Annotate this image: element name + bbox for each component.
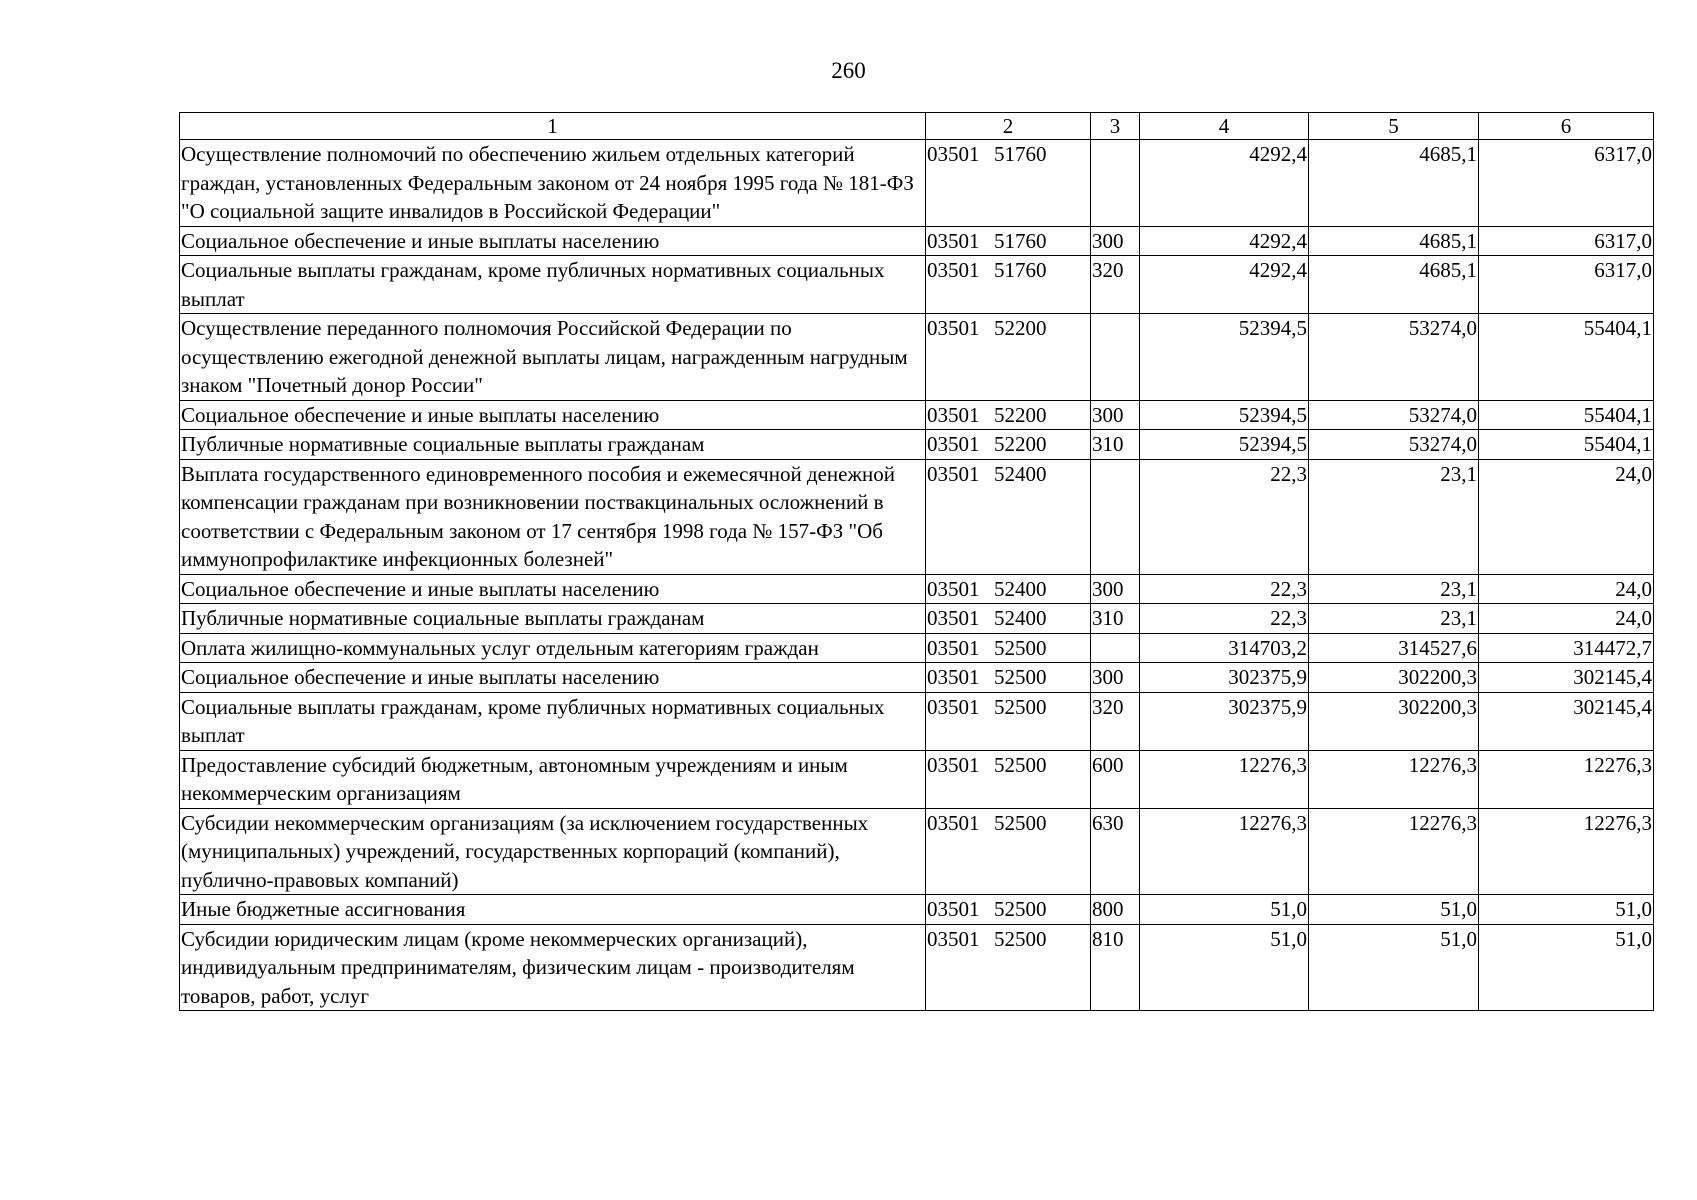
table-row [180,604,1654,634]
row-code [926,314,1091,401]
amount-col5: 23,1 [1309,604,1479,634]
program-code: 03501 [927,316,980,340]
direction-code: 52500 [994,665,1047,689]
expense-type-code: 800 [1091,895,1140,925]
amount-col6: 24,0 [1479,459,1654,574]
row-code [926,400,1091,430]
row-name: Социальное обеспечение и иные выплаты населению [180,663,926,693]
table-row [180,430,1654,460]
program-code: 03501 [927,810,980,835]
expense-type-code [1091,140,1140,227]
row-code [926,663,1091,693]
row-code [926,140,1091,227]
row-name: Выплата государственного единовременного пособия и ежемесячной денежной компенсации гражданам при возникновении поствакцинальных осложнений в соответствии с Федеральным законом от 17 сентября 1998 года № 157-ФЗ "Об иммунопрофилактике инфекционных болезней" [180,459,926,574]
row-code [926,895,1091,925]
amount-col5: 314527,6 [1309,633,1479,663]
expense-type-code: 310 [1091,604,1140,634]
direction-code: 52400 [994,606,1047,630]
amount-col6: 6317,0 [1479,256,1654,314]
row-code [926,750,1091,808]
expense-type-code: 310 [1091,430,1140,460]
expense-type-code [1091,633,1140,663]
direction-code: 51760 [994,228,1047,253]
amount-col6: 302145,4 [1479,663,1654,693]
table-row [180,692,1654,750]
program-code: 03501 [927,897,980,921]
amount-col5: 12276,3 [1309,808,1479,895]
direction-code: 52500 [994,810,1047,835]
row-name: Осуществление полномочий по обеспечению жильем отдельных категорий граждан, установленных Федеральным законом от 24 ноября 1995 года № 181-ФЗ "О социальной защите инвалидов в Российской Федерации" [180,140,926,227]
page-number: 260 [831,58,866,83]
amount-col6: 6317,0 [1479,140,1654,227]
direction-code: 52500 [994,926,1047,951]
table-row [180,226,1654,256]
amount-col5: 53274,0 [1309,430,1479,460]
expense-type-code [1091,314,1140,401]
amount-col4: 4292,4 [1140,256,1309,314]
amount-col4: 314703,2 [1140,633,1309,663]
amount-col5: 51,0 [1309,924,1479,1011]
amount-col4: 302375,9 [1140,663,1309,693]
amount-col6: 314472,7 [1479,633,1654,663]
table-row [180,750,1654,808]
amount-col5: 51,0 [1309,895,1479,925]
program-code: 03501 [927,606,980,630]
amount-col4: 51,0 [1140,895,1309,925]
amount-col4: 52394,5 [1140,400,1309,430]
amount-col5: 23,1 [1309,574,1479,604]
amount-col6: 55404,1 [1479,430,1654,460]
amount-col5: 4685,1 [1309,226,1479,256]
expense-type-code: 630 [1091,808,1140,895]
program-code: 03501 [927,461,980,486]
row-name: Социальное обеспечение и иные выплаты населению [180,574,926,604]
row-name: Социальные выплаты гражданам, кроме публичных нормативных социальных выплат [180,692,926,750]
column-header: 1 [180,113,926,140]
direction-code: 52500 [994,897,1047,921]
row-code [926,692,1091,750]
amount-col5: 23,1 [1309,459,1479,574]
amount-col4: 12276,3 [1140,808,1309,895]
expense-type-code [1091,459,1140,574]
row-code [926,808,1091,895]
row-name: Субсидии юридическим лицам (кроме некоммерческих организаций), индивидуальным предпринимателям, физическим лицам - производителям товаров, работ, услуг [180,924,926,1011]
amount-col6: 12276,3 [1479,808,1654,895]
direction-code: 52500 [994,635,1047,660]
amount-col4: 12276,3 [1140,750,1309,808]
program-code: 03501 [927,752,980,777]
direction-code: 52400 [994,461,1047,486]
program-code: 03501 [927,228,980,253]
program-code: 03501 [927,665,980,689]
row-name: Социальное обеспечение и иные выплаты населению [180,400,926,430]
table-row [180,459,1654,574]
row-name: Иные бюджетные ассигнования [180,895,926,925]
program-code: 03501 [927,258,980,282]
table-row [180,140,1654,227]
amount-col5: 4685,1 [1309,140,1479,227]
expense-type-code: 320 [1091,256,1140,314]
table-row [180,808,1654,895]
direction-code: 51760 [994,142,1047,166]
table-header-row [180,113,1654,140]
table-row [180,574,1654,604]
row-name: Социальные выплаты гражданам, кроме публичных нормативных социальных выплат [180,256,926,314]
row-code [926,459,1091,574]
column-header: 6 [1479,113,1654,140]
amount-col4: 22,3 [1140,604,1309,634]
table-row [180,314,1654,401]
amount-col5: 53274,0 [1309,400,1479,430]
row-code [926,633,1091,663]
row-code [926,226,1091,256]
program-code: 03501 [927,694,980,719]
column-header: 2 [926,113,1091,140]
amount-col4: 22,3 [1140,574,1309,604]
row-code [926,604,1091,634]
table-body [180,140,1654,1011]
table-row [180,633,1654,663]
row-code [926,924,1091,1011]
direction-code: 52500 [994,694,1047,719]
table-row [180,924,1654,1011]
amount-col4: 4292,4 [1140,140,1309,227]
amount-col6: 51,0 [1479,924,1654,1011]
amount-col6: 51,0 [1479,895,1654,925]
program-code: 03501 [927,432,980,456]
row-name: Публичные нормативные социальные выплаты гражданам [180,430,926,460]
row-code [926,256,1091,314]
program-code: 03501 [927,635,980,660]
amount-col4: 52394,5 [1140,430,1309,460]
expense-type-code: 810 [1091,924,1140,1011]
direction-code: 52200 [994,402,1047,427]
column-header: 4 [1140,113,1309,140]
amount-col6: 6317,0 [1479,226,1654,256]
budget-table [179,112,1654,1011]
direction-code: 52500 [994,752,1047,777]
table-row [180,895,1654,925]
program-code: 03501 [927,926,980,951]
amount-col5: 302200,3 [1309,663,1479,693]
row-name: Оплата жилищно-коммунальных услуг отдельным категориям граждан [180,633,926,663]
amount-col4: 302375,9 [1140,692,1309,750]
direction-code: 51760 [994,258,1047,282]
expense-type-code: 300 [1091,574,1140,604]
amount-col6: 12276,3 [1479,750,1654,808]
amount-col5: 302200,3 [1309,692,1479,750]
expense-type-code: 300 [1091,663,1140,693]
direction-code: 52200 [994,432,1047,456]
amount-col6: 55404,1 [1479,314,1654,401]
expense-type-code: 300 [1091,226,1140,256]
direction-code: 52400 [994,576,1047,601]
row-name: Публичные нормативные социальные выплаты гражданам [180,604,926,634]
table-row [180,256,1654,314]
row-name: Субсидии некоммерческим организациям (за исключением государственных (муниципальных) учреждений, государственных корпораций (компаний), публично-правовых компаний) [180,808,926,895]
amount-col4: 4292,4 [1140,226,1309,256]
amount-col6: 302145,4 [1479,692,1654,750]
row-name: Предоставление субсидий бюджетным, автономным учреждениям и иным некоммерческим организациям [180,750,926,808]
row-code [926,574,1091,604]
amount-col5: 4685,1 [1309,256,1479,314]
expense-type-code: 320 [1091,692,1140,750]
row-code [926,430,1091,460]
amount-col5: 12276,3 [1309,750,1479,808]
row-name: Осуществление переданного полномочия Российской Федерации по осуществлению ежегодной денежной выплаты лицам, награжденным нагрудным знаком "Почетный донор России" [180,314,926,401]
table-row [180,663,1654,693]
amount-col4: 51,0 [1140,924,1309,1011]
program-code: 03501 [927,402,980,427]
amount-col4: 22,3 [1140,459,1309,574]
amount-col6: 24,0 [1479,604,1654,634]
amount-col4: 52394,5 [1140,314,1309,401]
table-row [180,400,1654,430]
amount-col6: 24,0 [1479,574,1654,604]
direction-code: 52200 [994,316,1047,340]
program-code: 03501 [927,142,980,166]
program-code: 03501 [927,576,980,601]
amount-col5: 53274,0 [1309,314,1479,401]
expense-type-code: 300 [1091,400,1140,430]
amount-col6: 55404,1 [1479,400,1654,430]
column-header: 5 [1309,113,1479,140]
expense-type-code: 600 [1091,750,1140,808]
row-name: Социальное обеспечение и иные выплаты населению [180,226,926,256]
column-header: 3 [1091,113,1140,140]
